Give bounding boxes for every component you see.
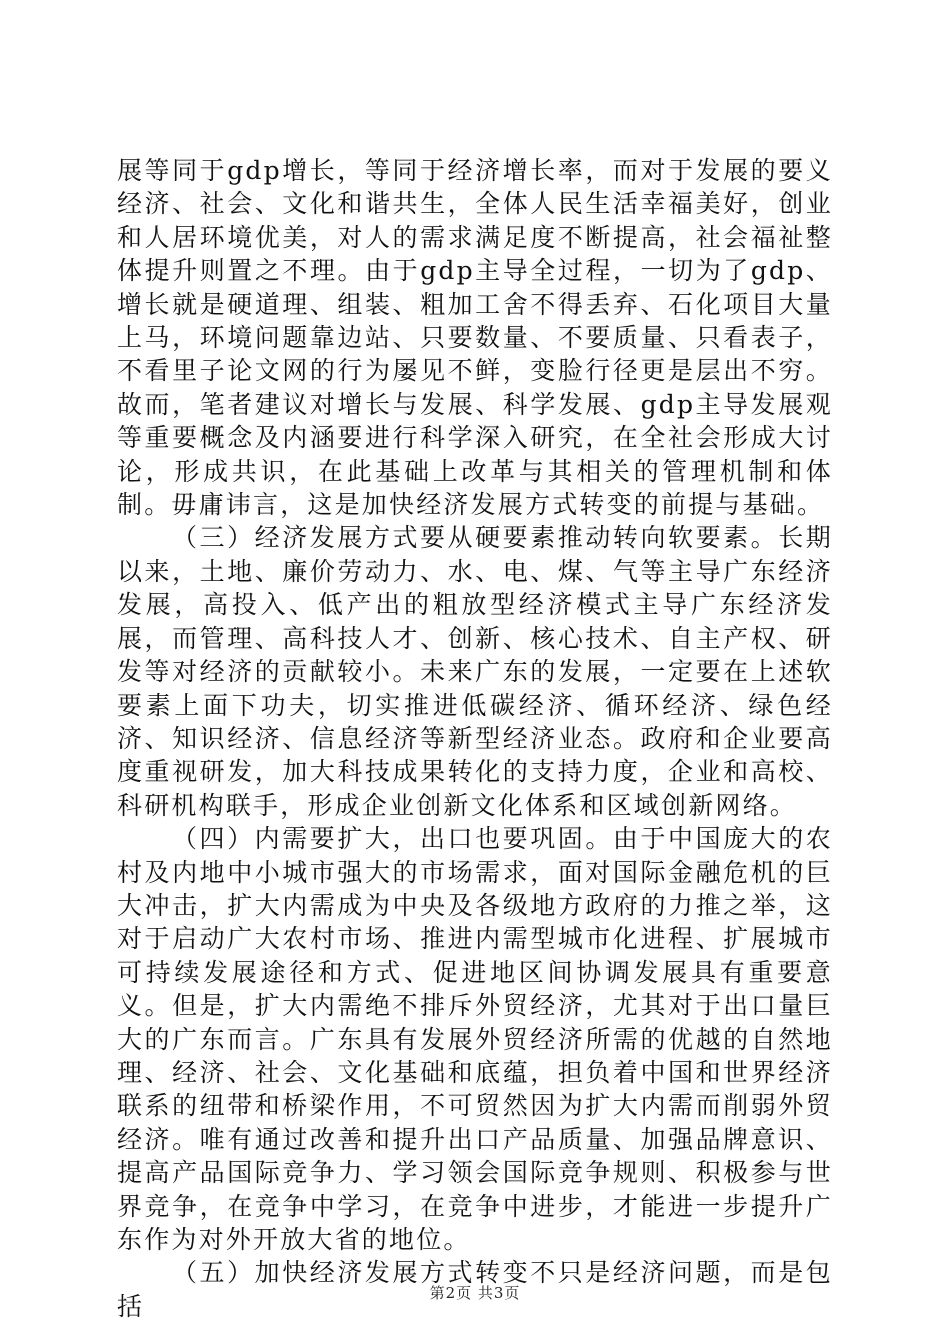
paragraph-3: （四）内需要扩大，出口也要巩固。由于中国庞大的农村及内地中小城市强大的市场需求，面对国际金融危机的巨大冲击，扩大内需成为中央及各级地方政府的力推之举，这对于启动广大农村市场、推进内需型城市化进程、扩展城市可持续发展途径和方式、促进地区间协调发展具有重要意义。但是，扩大内需绝不排斥外贸经济，尤其对于出口量巨大的广东而言。广东具有发展外贸经济所需的优越的自然地理、经济、社会、文化基础和底蕴，担负着中国和世界经济联系的纽带和桥梁作用，不可贸然因为扩大内需而削弱外贸经济。唯有通过改善和提升出口产品质量、加强品牌意识、提高产品国际竞争力、学习领会国际竞争规则、积极参与世界竞争，在竞争中学习，在竞争中进步，才能进一步提升广东作为对外开放大省的地位。 <box>117 824 833 1254</box>
document-body <box>117 154 833 1323</box>
paragraph-2: （三）经济发展方式要从硬要素推动转向软要素。长期以来，土地、廉价劳动力、水、电、煤、气等主导广东经济发展，高投入、低产出的粗放型经济模式主导广东经济发展，而管理、高科技人才、创新、核心技术、自主产权、研发等对经济的贡献较小。未来广东的发展，一定要在上述软要素上面下功夫，切实推进低碳经济、循环经济、绿色经济、知识经济、信息经济等新型经济业态。政府和企业要高度重视研发，加大科技成果转化的支持力度，企业和高校、科研机构联手，形成企业创新文化体系和区域创新网络。 <box>117 523 833 820</box>
paragraph-1: 展等同于gdp增长，等同于经济增长率，而对于发展的要义经济、社会、文化和谐共生，全体人民生活幸福美好，创业和人居环境优美，对人的需求满足度不断提高，社会福祉整体提升则置之不理。由于gdp主导全过程，一切为了gdp、增长就是硬道理、组装、粗加工舍不得丢弃、石化项目大量上马，环境问题靠边站、只要数量、不要质量、只看表子，不看里子论文网的行为屡见不鲜，变脸行径更是层出不穷。故而，笔者建议对增长与发展、科学发展、gdp主导发展观等重要概念及内涵要进行科学深入研究，在全社会形成大讨论，形成共识，在此基础上改革与其相关的管理机制和体制。毋庸讳言，这是加快经济发展方式转变的前提与基础。 <box>117 156 833 520</box>
paragraph-4: （五）加快经济发展方式转变不只是经济问题，而是包括 <box>117 1258 833 1321</box>
page-number-footer: 第2页 共3页 <box>429 1284 521 1302</box>
